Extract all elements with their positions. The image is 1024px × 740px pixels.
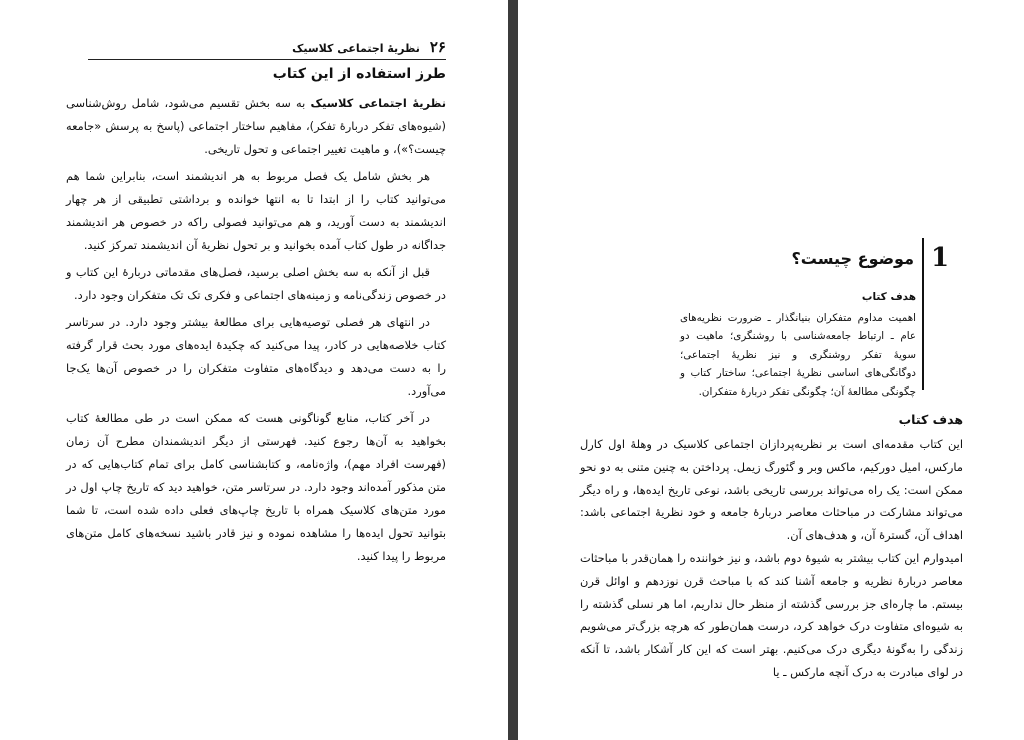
intro-text: به سه بخش تقسیم می‌شود، شامل روش‌شناسی (شیوه‌های تفکر دربارهٔ تفکر)، مفاهیم ساختار اجتماعی (پاسخ به پرسش «جامعه چیست؟»)، و ماهیت تغییر اجتماعی و تحول تاریخی.: [66, 96, 446, 156]
body-paragraph: این کتاب مقدمه‌ای است بر نظریه‌پردازان اجتماعی کلاسیک در وهلهٔ اول کارل مارکس، امیل دورکیم، ماکس وبر و گئورگ زیمل. پرداختن به چنین متنی به دو نحو ممکن است: یک راه می‌تواند بررسی تاریخی باشد، نوعی تاریخ ایده‌ها، و راه دیگر می‌تواند مشارکت در مباحثات معاصر دربارهٔ جامعه و خود نظریهٔ اجتماعی باشد: اهداف آن، گسترهٔ آن، و هدف‌های آن.: [580, 437, 963, 543]
running-header: [258, 38, 446, 58]
body-paragraph: در انتهای هر فصلی توصیه‌هایی برای مطالعهٔ بیشتر وجود دارد. در سرتاسر کتاب خلاصه‌هایی در کادر، پیدا می‌کنید که چکیدهٔ ایده‌های مورد بحث قرار گرفته را به دست می‌دهد و دیدگاه‌های متفاوت متفکران را در خصوص آن‌ها یک‌جا می‌آورد.: [66, 315, 446, 398]
running-title: نظریهٔ اجتماعی کلاسیک: [292, 42, 420, 55]
chapter-header: [680, 240, 960, 276]
intro-paragraph: [66, 92, 446, 161]
main-heading: هدف کتاب: [898, 412, 963, 427]
body-paragraph: امیدوارم این کتاب بیشتر به شیوهٔ دوم باشد، و نیز خواننده را همان‌قدر با مباحثات معاصر دربارهٔ نظریه و جامعه آشنا کند که با مباحث قرن نوزدهم و اوائل قرن بیستم. ما چاره‌ای جز بررسی گذشته از منظر حال نداریم، اما هر نسلی گذشته را به شیوه‌ای متفاوت درک خواهد کرد، درست همان‌طور که هرچه بزرگ‌تر می‌شویم زندگی را به‌گونهٔ دیگری درک می‌کنیم. بهتر است که این کار آشکار باشد، تا آنکه در لوای مبادرت به درک آنچه مارکس ـ یا: [580, 550, 963, 679]
body-paragraph: در آخر کتاب، منابع گوناگونی هست که ممکن است در طی مطالعهٔ کتاب بخواهید به آن‌ها رجوع کنید. فهرستی از دیگر اندیشمندان مطرح آن زمان (فهرست افراد مهم)، واژه‌نامه، و کتابشناسی کامل برای تمام کتاب‌هایی که در متن مذکور آمده‌اند وجود دارد. در سرتاسر متن، خواهید دید که تاریخ چاپ اول در مورد متن‌های کلاسیک همراه با تاریخ چاپ‌های فعلی داده شده است، تا شما بتوانید تحول ایده‌ها را مشاهده نموده و نیز قادر باشید نسخه‌های کامل متن‌های مربوط را پیدا کنید.: [66, 411, 446, 563]
page-spine-divider: [508, 0, 518, 740]
section-title: طرز استفاده از این کتاب: [272, 66, 446, 82]
objectives-heading: هدف کتاب: [861, 291, 916, 303]
body-paragraph: هر بخش شامل یک فصل مربوط به هر اندیشمند است، بنابراین شما هم می‌توانید کتاب را از ابتدا تا به انتها خوانده و برداشتی تطبیقی از هر چهار اندیشمند به دست آورید، و هم می‌توانید فصولی راکه در خصوص هر اندیشمند جداگانه در طول کتاب آمده بخوانید و بر تحول نظریهٔ آن اندیشمند تمرکز کنید.: [66, 169, 446, 252]
left-body-text: [66, 92, 446, 572]
left-page: [0, 0, 508, 740]
book-name: نظریهٔ اجتماعی کلاسیک: [310, 96, 446, 110]
right-body-text: [580, 433, 963, 684]
objectives-text: اهمیت مداوم متفکران بنیانگذار ـ ضرورت نظریه‌های عام ـ ارتباط جامعه‌شناسی با روشنگری؛ ماهیت دو سویهٔ تفکر روشنگری و نیز نظریهٔ اجتماعی؛ دوگانگی‌های اساسی نظریهٔ اجتماعی؛ ساختار کتاب و چگونگی مطالعهٔ آن؛ چگونگی تفکر دربارهٔ متفکران.: [680, 311, 916, 398]
chapter-number: 1: [930, 243, 950, 273]
chapter-title: موضوع چیست؟: [791, 248, 914, 268]
chapter-rule: [922, 238, 924, 390]
body-paragraph: قبل از آنکه به سه بخش اصلی برسید، فصل‌های مقدماتی دربارهٔ این کتاب و در خصوص زندگی‌نامه و زمینه‌های اجتماعی و فکری تک تک متفکران وجود دارد.: [66, 265, 446, 302]
page-number: ۲۶: [429, 38, 446, 56]
chapter-objectives-box: [680, 288, 916, 401]
header-rule: [88, 59, 446, 60]
